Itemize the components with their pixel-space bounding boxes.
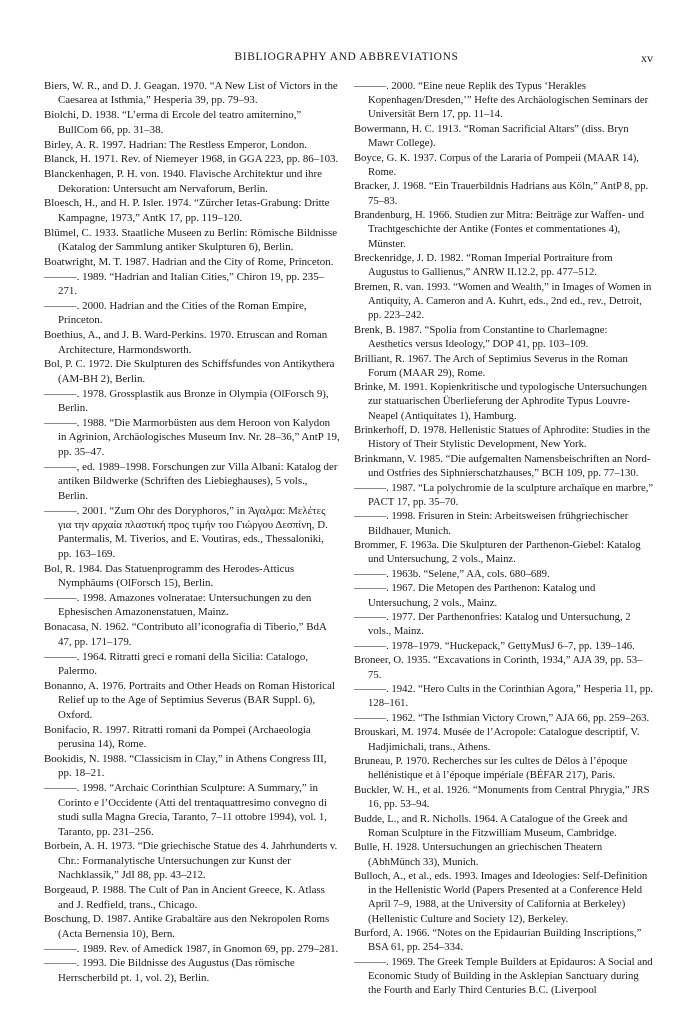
bibliography-entry: Boyce, G. K. 1937. Corpus of the Lararia of Pompeii (MAAR 14), Rome.: [354, 151, 639, 178]
bibliography-entry: Biers, W. R., and D. J. Geagan. 1970. “A New List of Victors in the Caesarea at Isthmia,” Hesperia 39, pp. 79–93.: [44, 80, 338, 107]
bibliography-entry: ———. 1962. “The Isthmian Victory Crown,” AJA 66, pp. 259–263.: [354, 711, 650, 724]
bibliography-entry: ———. 1967. Die Metopen des Parthenon: Katalog und Untersuchung, 2 vols., Mainz.: [354, 582, 596, 609]
bibliography-entry: Bracker, J. 1968. “Ein Trauerbildnis Hadrians aus Köln,” AntP 8, pp. 75–83.: [354, 180, 649, 207]
bibliography-entry: Bruneau, P. 1970. Recherches sur les cultes de Délos à l’époque hellénistique et à l’époque impériale (BÉFAR 217), Paris.: [354, 755, 628, 782]
bibliography-entry: ———. 1998. “Archaic Corinthian Sculpture: A Summary,” in Corinto e l’Occidente (Atti del trentaquattresimo convegno di studi sulla Magna Grecia, Taranto, 7–11 ottobre 1994), vol. 1, Taranto, pp. 231–256.: [44, 782, 328, 838]
bibliography-entry: Brinkerhoff, D. 1978. Hellenistic Statues of Aphrodite: Studies in the History of Their Stylistic Development, New York.: [354, 424, 651, 451]
bibliography-entry: Bloesch, H., and H. P. Isler. 1974. “Zürcher Ietas-Grabung: Dritte Kampagne, 1973,” AntK 17, pp. 119–120.: [44, 197, 330, 224]
bibliography-entry: ———. 1942. “Hero Cults in the Corinthian Agora,” Hesperia 11, pp. 128–161.: [354, 683, 654, 710]
bibliography-entry: ———. 1987. “La polychromie de la sculpture archaïque en marbre,” PACT 17, pp. 35–70.: [354, 481, 654, 508]
bibliography-entry: Brinkmann, V. 1985. “Die aufgemalten Namensbeischriften an Nord- und Ostfries des Siphnierschatzhauses,” BCH 109, pp. 77–130.: [354, 452, 651, 480]
bibliography-entry: Bulle, H. 1928. Untersuchungen an griechischen Theatern (AbhMünch 33), Munich.: [354, 841, 603, 868]
bibliography-entry: Biolchi, D. 1938. “L’erma di Ercole del teatro amiternino,” BullCom 66, pp. 31–38.: [44, 109, 302, 136]
bibliography-entry: Budde, L., and R. Nicholls. 1964. A Catalogue of the Greek and Roman Sculpture in the Fitzwilliam Museum, Cambridge.: [354, 812, 628, 839]
bibliography-entry: ———. 1993. Die Bildnisse des Augustus (Das römische Herrscherbild pt. 1, vol. 2), Berlin.: [44, 957, 295, 984]
bibliography-entry: ———. 2001. “Zum Ohr des Doryphoros,” in Άγαλμα: Μελέτες για την αρχαία πλαστική προς τιμήν του Γιώργου Δεσπίνη, D. Pantermalis, M. Tiverios, and E. Voutiras, eds., Thessaloniki, pp. 163–169.: [44, 504, 328, 560]
bibliography-entry: Brenk, B. 1987. “Spolia from Constantine to Charlemagne: Aesthetics versus Ideology,” DOP 41, pp. 103–109.: [354, 323, 608, 351]
bibliography-entry: Burford, A. 1966. “Notes on the Epidaurian Building Inscriptions,” BSA 61, pp. 254–334.: [354, 927, 642, 954]
bibliography-entry: ———. 1998. Amazones volneratae: Untersuchungen zu den Ephesischen Amazonenstatuen, Mainz.: [44, 592, 312, 619]
bibliography-entry: Breckenridge, J. D. 1982. “Roman Imperial Portraiture from Augustus to Gallienus,” ANRW II.12.2, pp. 477–512.: [354, 252, 613, 279]
bibliography-entry: Bremen, R. van. 1993. “Women and Wealth,” in Images of Women in Antiquity, A. Cameron and A. Kuhrt, eds., 2nd ed., rev., Detroit, pp. 223–242.: [354, 280, 652, 322]
bibliography-entry: Birley, A. R. 1997. Hadrian: The Restless Emperor, London.: [44, 138, 308, 151]
bibliography-entry: Brommer, F. 1963a. Die Skulpturen der Parthenon-Giebel: Katalog und Untersuchung, 2 vols., Mainz.: [354, 539, 641, 566]
bibliography-entry: ———. 1969. The Greek Temple Builders at Epidauros: A Social and Economic Study of Building in the Asklepian Sanctuary during the Fourth and Early Third Centuries B.C. (Liverpool: [354, 955, 653, 997]
bibliography-entry: ———. 1978–1979. “Huckepack,” GettyMusJ 6–7, pp. 139–146.: [354, 639, 635, 652]
bibliography-entry: Bol, R. 1984. Das Statuenprogramm des Herodes-Atticus Nymphäums (OlForsch 15), Berlin.: [44, 562, 295, 590]
bibliography-entry: Bonanno, A. 1976. Portraits and Other Heads on Roman Historical Relief up to the Age of Septimius Severus (BAR Suppl. 6), Oxford.: [44, 679, 335, 721]
bibliography-entry: Bonifacio, R. 1997. Ritratti romani da Pompei (Archaeologia perusina 14), Rome.: [44, 723, 311, 751]
bibliography-entry: ———. 1989. “Hadrian and Italian Cities,” Chiron 19, pp. 235–271.: [44, 270, 325, 298]
bibliography-entry: Blanckenhagen, P. H. von. 1940. Flavische Architektur und ihre Dekoration: Untersucht am Nervaforum, Berlin.: [44, 168, 322, 195]
bibliography-entry: Brouskari, M. 1974. Musée de l’Acropole: Catalogue descriptif, V. Hadjimichali, trans., Athens.: [354, 726, 640, 753]
bibliography-entry: Brinke, M. 1991. Kopienkritische und typologische Untersuchungen zur statuarischen Überlieferung der Aphrodite Typus Louvre-Neapel (Antiquitates 1), Hamburg.: [354, 381, 647, 422]
bibliography-entry: ———, ed. 1989–1998. Forschungen zur Villa Albani: Katalog der antiken Bildwerke (Schriften des Liebieghauses), 5 vols., Berlin.: [44, 460, 338, 502]
bibliography-entry: Brilliant, R. 1967. The Arch of Septimius Severus in the Roman Forum (MAAR 29), Rome.: [354, 352, 628, 379]
bibliography-entry: Bonacasa, N. 1962. “Contributo all’iconografia di Tiberio,” BdA 47, pp. 171–179.: [44, 621, 327, 648]
bibliography-entry: ———. 1988. “Die Marmorbüsten aus dem Heroon von Kalydon in Agrinion, Archäologisches Museum Inv. Nr. 28–36,” AntP 19, pp. 35–47.: [44, 417, 340, 458]
page-number: xv: [641, 51, 653, 65]
bibliography-entry: ———. 1964. Ritratti greci e romani della Sicilia: Catalogo, Palermo.: [44, 650, 309, 678]
bibliography-entry: ———. 2000. Hadrian and the Cities of the Roman Empire, Princeton.: [44, 299, 307, 327]
bibliography-entry: Brandenburg, H. 1966. Studien zur Mitra: Beiträge zur Waffen- und Trachtgeschichte der Antike (Fontes et commentationes 4), Münster.: [354, 209, 645, 250]
running-head: BIBLIOGRAPHY AND ABBREVIATIONS: [234, 51, 459, 63]
bibliography-entry: Bookidis, N. 1988. “Classicism in Clay,” in Athens Congress III, pp. 18–21.: [44, 752, 327, 780]
bibliography-entry: Borbein, A. H. 1973. “Die griechische Statue des 4. Jahrhunderts v. Chr.: Formanalytische Untersuchungen zur Kunst der Nachklassik,” JdI 88, pp. 43–212.: [44, 840, 338, 882]
bibliography-entry: ———. 1977. Der Parthenonfries: Katalog und Untersuchung, 2 vols., Mainz.: [354, 611, 631, 638]
bibliography-entry: Boatwright, M. T. 1987. Hadrian and the City of Rome, Princeton.: [44, 255, 334, 268]
bibliography-entry: ———. 1998. Frisuren in Stein: Arbeitsweisen frühgriechischer Bildhauer, Munich.: [354, 510, 629, 537]
bibliography-entry: Boethius, A., and J. B. Ward-Perkins. 1970. Etruscan and Roman Architecture, Harmondsworth.: [44, 329, 328, 356]
bibliography-entry: Bowermann, H. C. 1913. “Roman Sacrificial Altars” (diss. Bryn Mawr College).: [354, 122, 629, 150]
right-column: [354, 79, 654, 998]
bibliography-entry: Bol, P. C. 1972. Die Skulpturen des Schiffsfundes von Antikythera (AM-BH 2), Berlin.: [44, 358, 335, 385]
bibliography-entry: Blanck, H. 1971. Rev. of Niemeyer 1968, in GGA 223, pp. 86–103.: [44, 153, 339, 166]
left-column: [44, 79, 340, 986]
bibliography-entry: ———. 1989. Rev. of Amedick 1987, in Gnomon 69, pp. 279–281.: [44, 942, 339, 955]
bibliography-entry: Boschung, D. 1987. Antike Grabaltäre aus den Nekropolen Roms (Acta Bernensia 10), Bern.: [44, 913, 330, 940]
bibliography-entry: ———. 2000. “Eine neue Replik des Typus ‘Herakles Kopenhagen/Dresden,’” Hefte des Archäologischen Seminars der Universität Bern 17, pp. 11–14.: [354, 80, 649, 121]
bibliography-entry: Blümel, C. 1933. Staatliche Museen zu Berlin: Römische Bildnisse (Katalog der Sammlung antiker Skulpturen 6), Berlin.: [44, 226, 338, 254]
bibliography-entry: Bulloch, A., et al., eds. 1993. Images and Ideologies: Self-Definition in the Hellenistic World (Papers Presented at a Conference Held April 7–9, 1988, at the University of California at Berkeley) (Hellenistic Culture and Society 12), Berkeley.: [354, 870, 648, 925]
bibliography-entry: Broneer, O. 1935. “Excavations in Corinth, 1934,” AJA 39, pp. 53–75.: [354, 654, 643, 681]
bibliography-entry: Borgeaud, P. 1988. The Cult of Pan in Ancient Greece, K. Atlass and J. Redfield, trans., Chicago.: [44, 884, 325, 911]
bibliography-entry: ———. 1978. Grossplastik aus Bronze in Olympia (OlForsch 9), Berlin.: [44, 387, 329, 415]
page-header: [0, 51, 693, 69]
bibliography-entry: ———. 1963b. “Selene,” AA, cols. 680–689.: [354, 567, 550, 580]
bibliography-entry: Buckler, W. H., et al. 1926. “Monuments from Central Phrygia,” JRS 16, pp. 53–94.: [354, 783, 650, 811]
